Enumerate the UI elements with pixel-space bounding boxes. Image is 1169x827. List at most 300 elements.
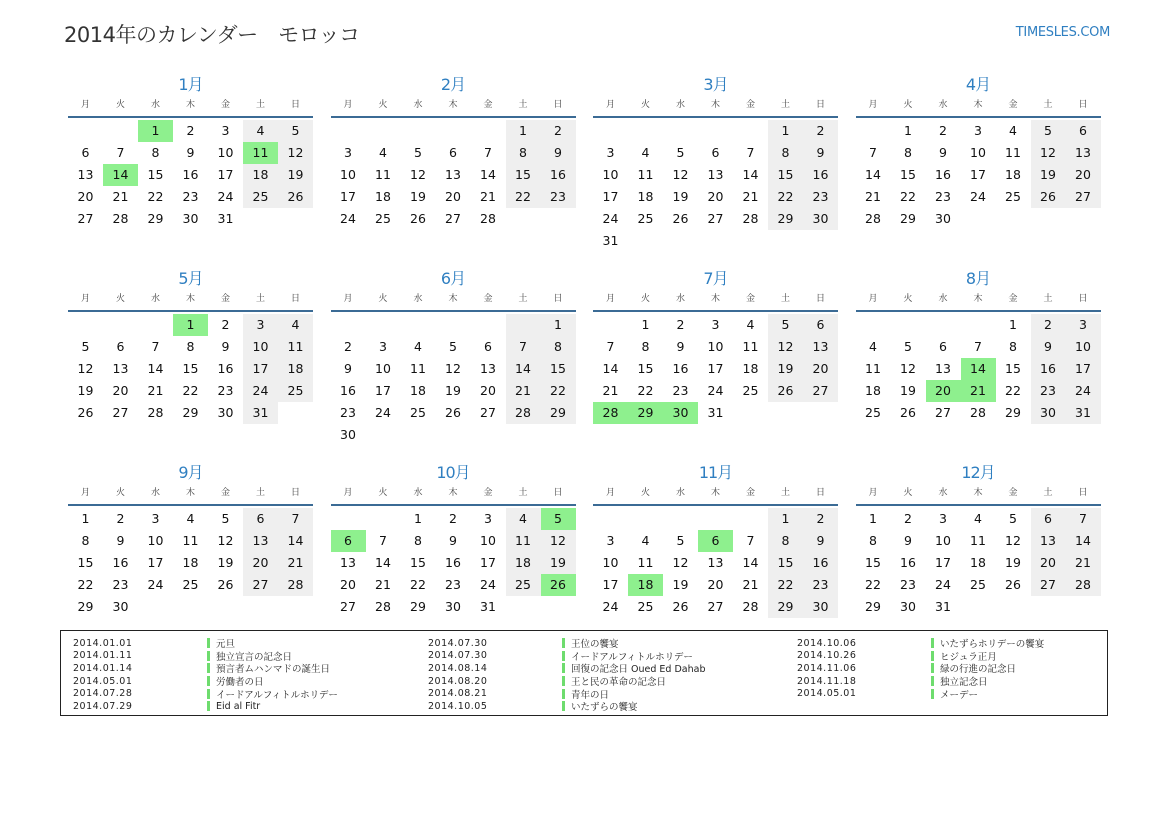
holiday-column-2	[428, 637, 705, 713]
calendar-day: 2	[1031, 314, 1066, 336]
holiday-row	[428, 662, 705, 675]
month-calendar	[856, 460, 1101, 618]
month-title: 7月	[703, 269, 728, 288]
calendar-empty-cell	[961, 596, 996, 618]
weekday-header	[331, 292, 576, 312]
calendar-day: 14	[480, 167, 496, 182]
holiday-date: 2014.01.14	[73, 662, 133, 674]
calendar-day: 16	[672, 361, 689, 376]
calendar-empty-cell	[366, 508, 401, 530]
calendar-day: 9	[904, 533, 912, 548]
calendar-day: 24	[375, 405, 391, 420]
calendar-day: 8	[186, 339, 195, 354]
calendar-day: 21	[480, 189, 496, 204]
calendar-day: 13	[803, 336, 838, 358]
calendar-day: 20	[707, 577, 724, 592]
calendar-day: 24	[602, 599, 619, 614]
calendar-day: 4	[414, 339, 422, 354]
calendar-empty-cell	[961, 208, 996, 230]
calendar-day: 25	[742, 383, 759, 398]
calendar-day: 26	[77, 405, 94, 420]
calendar-day: 28	[375, 599, 391, 614]
calendar-day: 15	[768, 552, 803, 574]
calendar-day: 17	[217, 167, 234, 182]
calendar-empty-cell	[103, 120, 138, 142]
holiday-date: 2014.07.28	[73, 688, 133, 700]
calendar-empty-cell	[138, 314, 173, 336]
weekday-label: 金	[1008, 294, 1018, 304]
calendar-day: 14	[961, 358, 996, 380]
calendar-day: 7	[116, 145, 125, 160]
month-title: 3月	[703, 75, 728, 94]
weekday-header	[593, 292, 838, 312]
calendar-day: 23	[1031, 380, 1066, 402]
weekday-label: 月	[80, 294, 90, 304]
holiday-marker	[562, 638, 565, 648]
calendar-empty-cell	[103, 314, 138, 336]
calendar-day: 5	[278, 120, 313, 142]
calendar-day: 25	[375, 211, 391, 226]
holiday-date: 2014.08.14	[428, 662, 488, 674]
holiday-marker	[207, 689, 210, 699]
holiday-date: 2014.05.01	[797, 688, 857, 700]
calendar-day: 16	[445, 555, 461, 570]
month-title: 2月	[440, 75, 466, 94]
calendar-day: 3	[379, 339, 387, 354]
calendar-day: 9	[221, 339, 230, 354]
holiday-marker	[931, 638, 934, 648]
calendar-empty-cell	[733, 508, 768, 530]
weekday-label: 土	[1043, 100, 1053, 110]
calendar-day: 23	[541, 186, 576, 208]
calendar-day: 15	[147, 167, 164, 182]
calendar-day: 24	[602, 211, 619, 226]
calendar-day: 5	[676, 533, 685, 548]
weekday-label: 木	[710, 100, 720, 110]
calendar-day: 2	[541, 120, 576, 142]
calendar-day: 30	[182, 211, 199, 226]
holiday-row	[428, 675, 705, 688]
weekday-label: 水	[150, 294, 160, 304]
month-title: 4月	[965, 75, 991, 94]
calendar-day: 6	[803, 314, 838, 336]
calendar-day: 2	[116, 511, 125, 526]
calendar-day: 8	[414, 533, 422, 548]
calendar-empty-cell	[471, 424, 506, 446]
calendar-empty-cell	[593, 314, 628, 336]
calendar-day: 11	[637, 555, 654, 570]
calendar-day: 14	[278, 530, 313, 552]
weekday-label: 土	[780, 100, 790, 110]
calendar-empty-cell	[436, 424, 471, 446]
weekday-label: 水	[413, 100, 423, 110]
calendar-empty-cell	[331, 508, 366, 530]
calendar-day: 18	[970, 555, 986, 570]
holiday-marker	[562, 663, 565, 673]
holiday-marker	[562, 651, 565, 661]
holiday-marker	[931, 663, 934, 673]
weekday-label: 火	[378, 488, 388, 498]
calendar-day: 29	[900, 211, 916, 226]
calendar-empty-cell	[733, 230, 768, 252]
calendar-day: 27	[803, 380, 838, 402]
weekday-label: 日	[553, 294, 563, 304]
calendar-day: 1	[414, 511, 422, 526]
calendar-empty-cell	[436, 120, 471, 142]
calendar-day: 11	[410, 361, 426, 376]
calendar-day: 25	[410, 405, 426, 420]
calendar-day: 17	[602, 189, 619, 204]
calendar-day: 16	[541, 164, 576, 186]
calendar-day: 25	[1005, 189, 1021, 204]
calendar-day: 23	[340, 405, 356, 420]
calendar-day: 25	[243, 186, 278, 208]
calendar-day: 3	[711, 317, 720, 332]
calendar-day: 5	[541, 508, 576, 530]
holiday-name: 王位の饗宴	[571, 639, 619, 651]
calendar-day: 5	[768, 314, 803, 336]
weekday-header	[593, 486, 838, 506]
month-calendar	[593, 266, 838, 424]
month-title: 10月	[436, 463, 470, 482]
calendar-day: 22	[77, 577, 94, 592]
calendar-day: 1	[81, 511, 90, 526]
weekday-header	[856, 486, 1101, 506]
calendar-day: 17	[375, 383, 391, 398]
calendar-day: 15	[77, 555, 94, 570]
calendar-day: 10	[243, 336, 278, 358]
calendar-day: 16	[340, 383, 356, 398]
calendar-day: 24	[217, 189, 234, 204]
calendar-day: 16	[112, 555, 129, 570]
weekday-label: 金	[745, 100, 755, 110]
calendar-day: 25	[970, 577, 986, 592]
calendar-day: 12	[672, 167, 689, 182]
calendar-day: 3	[939, 511, 947, 526]
month-calendar	[331, 72, 576, 230]
calendar-day: 28	[1066, 574, 1101, 596]
calendar-day: 18	[865, 383, 881, 398]
weekday-label: 土	[1043, 488, 1053, 498]
weekday-label: 火	[640, 294, 650, 304]
month-calendar	[856, 266, 1101, 424]
calendar-day: 19	[77, 383, 94, 398]
day-grid	[856, 314, 1101, 424]
calendar-empty-cell	[856, 314, 891, 336]
calendar-empty-cell	[803, 402, 838, 424]
calendar-empty-cell	[278, 402, 313, 424]
calendar-day: 27	[1031, 574, 1066, 596]
weekday-label: 日	[553, 488, 563, 498]
calendar-day: 14	[1066, 530, 1101, 552]
holiday-marker	[207, 638, 210, 648]
calendar-day: 28	[506, 402, 541, 424]
holiday-name: 独立記念日	[940, 677, 988, 689]
calendar-day: 29	[410, 599, 426, 614]
calendar-empty-cell	[1031, 596, 1066, 618]
calendar-day: 11	[1005, 145, 1021, 160]
calendar-day: 16	[803, 552, 838, 574]
calendar-day: 12	[1005, 533, 1021, 548]
weekday-label: 土	[255, 294, 265, 304]
calendar-day: 20	[707, 189, 724, 204]
calendar-day: 7	[746, 145, 755, 160]
calendar-day: 24	[1066, 380, 1101, 402]
weekday-label: 木	[973, 488, 983, 498]
calendar-empty-cell	[768, 402, 803, 424]
holiday-marker	[207, 701, 210, 711]
calendar-empty-cell	[698, 508, 733, 530]
holiday-date: 2014.01.11	[73, 650, 133, 662]
calendar-day: 26	[217, 577, 234, 592]
holiday-marker	[207, 651, 210, 661]
calendar-day: 11	[637, 167, 654, 182]
weekday-label: 金	[483, 294, 493, 304]
calendar-empty-cell	[401, 314, 436, 336]
weekday-label: 月	[343, 488, 353, 498]
calendar-day: 28	[112, 211, 129, 226]
calendar-day: 15	[541, 358, 576, 380]
calendar-day: 28	[147, 405, 164, 420]
calendar-day: 17	[935, 555, 951, 570]
calendar-day: 30	[445, 599, 461, 614]
calendar-day: 29	[77, 599, 94, 614]
calendar-day: 19	[278, 164, 313, 186]
calendar-day: 8	[81, 533, 90, 548]
weekday-label: 水	[938, 488, 948, 498]
calendar-empty-cell	[628, 230, 663, 252]
calendar-empty-cell	[1066, 208, 1101, 230]
month-title: 5月	[178, 269, 203, 288]
calendar-day: 21	[112, 189, 129, 204]
holiday-row	[73, 637, 338, 650]
calendar-day: 25	[865, 405, 881, 420]
calendar-day: 9	[676, 339, 685, 354]
calendar-day: 13	[935, 361, 951, 376]
calendar-day: 28	[278, 574, 313, 596]
day-grid	[856, 120, 1101, 230]
calendar-day: 9	[344, 361, 352, 376]
calendar-day: 4	[746, 317, 755, 332]
calendar-day: 12	[410, 167, 426, 182]
calendar-day: 20	[480, 383, 496, 398]
calendar-day: 21	[278, 552, 313, 574]
weekday-header	[593, 98, 838, 118]
calendar-empty-cell	[891, 314, 926, 336]
calendar-day: 9	[803, 142, 838, 164]
calendar-day: 13	[707, 167, 724, 182]
holiday-name: メーデー	[940, 689, 979, 701]
calendar-day: 30	[803, 596, 838, 618]
weekday-label: 木	[185, 294, 195, 304]
weekday-label: 水	[675, 100, 685, 110]
calendar-day: 17	[243, 358, 278, 380]
calendar-day: 31	[1066, 402, 1101, 424]
weekday-label: 月	[868, 488, 878, 498]
day-grid	[331, 508, 576, 618]
calendar-day: 4	[1009, 123, 1017, 138]
calendar-day: 29	[628, 402, 663, 424]
calendar-empty-cell	[331, 314, 366, 336]
calendar-day: 15	[900, 167, 916, 182]
weekday-label: 火	[640, 100, 650, 110]
calendar-day: 9	[541, 142, 576, 164]
calendar-day: 5	[414, 145, 422, 160]
calendar-day: 20	[445, 189, 461, 204]
calendar-day: 3	[344, 145, 352, 160]
calendar-day: 2	[803, 508, 838, 530]
calendar-day: 11	[278, 336, 313, 358]
calendar-day: 20	[340, 577, 356, 592]
calendar-day: 18	[182, 555, 199, 570]
calendar-empty-cell	[926, 314, 961, 336]
calendar-day: 3	[484, 511, 492, 526]
holiday-name: 労働者の日	[216, 677, 264, 689]
calendar-day: 14	[147, 361, 164, 376]
holiday-column-3	[797, 637, 1044, 700]
calendar-day: 22	[900, 189, 916, 204]
holiday-marker	[562, 701, 565, 711]
calendar-day: 7	[506, 336, 541, 358]
calendar-empty-cell	[471, 314, 506, 336]
holiday-marker	[562, 676, 565, 686]
calendar-day: 5	[676, 145, 685, 160]
calendar-day: 8	[768, 530, 803, 552]
calendar-empty-cell	[628, 120, 663, 142]
calendar-day: 24	[480, 577, 496, 592]
calendar-day: 26	[672, 599, 689, 614]
calendar-day: 13	[340, 555, 356, 570]
calendar-empty-cell	[278, 596, 313, 618]
calendar-day: 21	[961, 380, 996, 402]
calendar-day: 7	[151, 339, 160, 354]
holiday-name: 元旦	[216, 639, 236, 651]
calendar-empty-cell	[278, 208, 313, 230]
calendar-day: 3	[221, 123, 230, 138]
calendar-day: 5	[221, 511, 230, 526]
weekday-header	[331, 486, 576, 506]
calendar-day: 9	[1031, 336, 1066, 358]
calendar-day: 9	[449, 533, 457, 548]
calendar-day: 5	[1031, 120, 1066, 142]
weekday-label: 日	[290, 100, 300, 110]
weekday-label: 土	[518, 294, 528, 304]
weekday-label: 土	[518, 488, 528, 498]
calendar-empty-cell	[68, 314, 103, 336]
calendar-day: 22	[506, 186, 541, 208]
calendar-day: 23	[803, 186, 838, 208]
weekday-label: 水	[675, 294, 685, 304]
calendar-day: 25	[637, 599, 654, 614]
holiday-marker	[931, 689, 934, 699]
weekday-label: 木	[185, 100, 195, 110]
calendar-day: 27	[77, 211, 94, 226]
holiday-name: 緑の行進の記念日	[940, 664, 1017, 676]
calendar-day: 4	[243, 120, 278, 142]
calendar-day: 12	[1031, 142, 1066, 164]
calendar-day: 29	[541, 402, 576, 424]
calendar-day: 15	[865, 555, 881, 570]
calendar-day: 1	[768, 508, 803, 530]
calendar-day: 20	[112, 383, 129, 398]
calendar-empty-cell	[173, 596, 208, 618]
calendar-day: 19	[445, 383, 461, 398]
weekday-header	[856, 98, 1101, 118]
calendar-day: 25	[182, 577, 199, 592]
calendar-day: 8	[541, 336, 576, 358]
weekday-label: 土	[780, 488, 790, 498]
calendar-day: 16	[935, 167, 951, 182]
weekday-label: 金	[745, 294, 755, 304]
weekday-label: 水	[675, 488, 685, 498]
holiday-name: 回復の記念日 Oued Ed Dahab	[571, 664, 706, 676]
weekday-label: 日	[815, 294, 825, 304]
calendar-day: 17	[602, 577, 619, 592]
calendar-day: 11	[375, 167, 391, 182]
calendar-day: 6	[243, 508, 278, 530]
calendar-day: 22	[768, 186, 803, 208]
calendar-day: 27	[243, 574, 278, 596]
weekday-label: 金	[220, 294, 230, 304]
weekday-label: 火	[903, 100, 913, 110]
calendar-day: 6	[698, 530, 733, 552]
calendar-empty-cell	[541, 424, 576, 446]
calendar-day: 26	[445, 405, 461, 420]
calendar-day: 23	[803, 574, 838, 596]
calendar-day: 30	[112, 599, 129, 614]
weekday-label: 日	[290, 488, 300, 498]
calendar-day: 18	[410, 383, 426, 398]
weekday-label: 日	[290, 294, 300, 304]
calendar-day: 20	[243, 552, 278, 574]
holiday-name: ヒジュラ正月	[940, 651, 997, 663]
calendar-day: 10	[340, 167, 356, 182]
holiday-row	[73, 687, 338, 700]
weekday-label: 土	[1043, 294, 1053, 304]
holiday-row	[73, 650, 338, 663]
calendar-day: 24	[340, 211, 356, 226]
calendar-day: 1	[904, 123, 912, 138]
calendar-day: 4	[186, 511, 195, 526]
calendar-day: 5	[904, 339, 912, 354]
calendar-day: 18	[637, 189, 654, 204]
weekday-label: 火	[115, 488, 125, 498]
calendar-day: 13	[445, 167, 461, 182]
calendar-day: 4	[506, 508, 541, 530]
calendar-day: 10	[935, 533, 951, 548]
calendar-day: 12	[77, 361, 94, 376]
month-title: 11月	[698, 463, 733, 482]
holiday-row	[797, 675, 1044, 688]
calendar-day: 18	[243, 164, 278, 186]
calendar-day: 20	[1031, 552, 1066, 574]
weekday-label: 月	[343, 100, 353, 110]
weekday-label: 火	[115, 100, 125, 110]
weekday-label: 金	[1008, 488, 1018, 498]
holiday-date: 2014.01.01	[73, 637, 133, 649]
calendar-day: 21	[1066, 552, 1101, 574]
month-title: 12月	[961, 463, 995, 482]
weekday-label: 水	[413, 294, 423, 304]
weekday-label: 木	[448, 294, 458, 304]
weekday-label: 日	[1078, 488, 1088, 498]
calendar-day: 2	[803, 120, 838, 142]
day-grid	[68, 314, 313, 424]
holiday-row	[73, 675, 338, 688]
site-link[interactable]: TIMESLES.COM	[1015, 25, 1110, 40]
page-title: 2014年のカレンダー モロッコ	[64, 23, 360, 47]
calendar-empty-cell	[331, 120, 366, 142]
